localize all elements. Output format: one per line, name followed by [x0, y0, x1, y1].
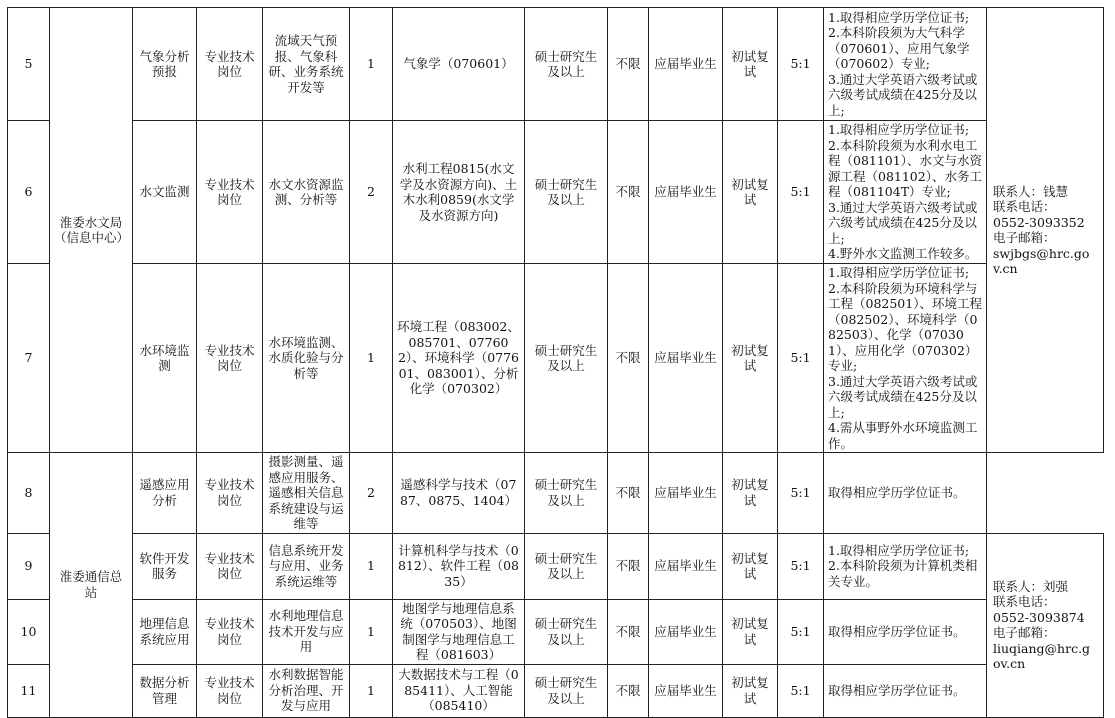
unlimited-cell: 不限: [608, 664, 649, 717]
contact-phone: 0552-3093874: [993, 609, 1085, 625]
requirement-item: 取得相应学历学位证书。: [828, 485, 966, 500]
requirement-item: 4.需从事野外水环境监测工作。: [828, 420, 978, 451]
unlimited-cell: 不限: [608, 121, 649, 264]
unlimited-cell: 不限: [608, 264, 649, 453]
headcount-cell: 1: [350, 8, 393, 121]
education-cell: 硕士研究生及以上: [525, 599, 608, 664]
table-row: [8, 121, 1104, 264]
unlimited-cell: 不限: [608, 533, 649, 599]
headcount-cell: 2: [350, 453, 393, 534]
contact-person: 联系人：刘强: [993, 578, 1069, 594]
unlimited-cell: 不限: [608, 8, 649, 121]
headcount-cell: 1: [350, 664, 393, 717]
requirement-item: 1.取得相应学历学位证书;: [828, 9, 970, 25]
unit-name-cell: 淮委通信总站: [50, 453, 133, 718]
contact-phone-label: 联系电话：: [993, 594, 1056, 609]
contact-email-label: 电子邮箱：: [993, 230, 1056, 245]
row-number-cell: 5: [8, 8, 50, 121]
requirements-cell: [824, 8, 987, 121]
major-cell: 遥感科学与技术（0787、0875、1404）: [393, 453, 525, 534]
table-row: [8, 664, 1104, 717]
table-row: [8, 453, 1104, 534]
row-number-cell: 7: [8, 264, 50, 453]
requirement-item: 4.野外水文监测工作较多。: [828, 246, 978, 262]
candidate-status-cell: 应届毕业生: [649, 264, 723, 453]
position-type-cell: 专业技术岗位: [197, 121, 263, 264]
row-number-cell: 10: [8, 599, 50, 664]
position-name-cell: 地理信息系统应用: [133, 599, 197, 664]
row-number-cell: 8: [8, 453, 50, 534]
requirement-item: 2.本科阶段须为水利水电工程（081101）、水文与水资源工程（081102）、水务工程（081104T）专业;: [828, 137, 982, 200]
row-number-cell: 6: [8, 121, 50, 264]
duty-cell: 水文水资源监测、分析等: [263, 121, 350, 264]
table-row: [8, 533, 1104, 599]
duty-cell: 水环境监测、水质化验与分析等: [263, 264, 350, 453]
headcount-cell: 1: [350, 264, 393, 453]
recruitment-table: [7, 7, 1104, 718]
requirement-item: 取得相应学历学位证书。: [828, 682, 966, 698]
contact-email: swjbgs@hrc.gov.cn: [993, 245, 1090, 276]
position-name-cell: 数据分析管理: [133, 664, 197, 717]
position-name-cell: 气象分析预报: [133, 8, 197, 121]
duty-cell: 水利地理信息技术开发与应用: [263, 599, 350, 664]
row-number-cell: 11: [8, 664, 50, 717]
major-cell: 大数据技术与工程（085411）、人工智能（085410）: [393, 664, 525, 717]
duty-cell: 流域天气预报、气象科研、业务系统开发等: [263, 8, 350, 121]
unlimited-cell: 不限: [608, 453, 649, 534]
exam-method-cell: 初试复试: [723, 599, 778, 664]
major-cell: 环境工程（083002、085701、077602）、环境科学（077601、083001）、分析化学（070302）: [393, 264, 525, 453]
requirement-item: 取得相应学历学位证书。: [828, 623, 966, 639]
candidate-status-cell: 应届毕业生: [649, 8, 723, 121]
requirement-item: 3.通过大学英语六级考试或六级考试成绩在425分及以上;: [828, 71, 978, 118]
ratio-cell: 5:1: [778, 664, 824, 717]
headcount-cell: 1: [350, 533, 393, 599]
candidate-status-cell: 应届毕业生: [649, 533, 723, 599]
requirements-cell: [824, 264, 987, 453]
candidate-status-cell: 应届毕业生: [649, 121, 723, 264]
headcount-cell: 1: [350, 599, 393, 664]
requirement-item: 3.通过大学英语六级考试或六级考试成绩在425分及以上;: [828, 199, 978, 246]
requirements-cell: [824, 664, 987, 717]
unit-name-cell: 淮委水文局（信息中心）: [50, 8, 133, 453]
headcount-cell: 2: [350, 121, 393, 264]
contact-phone: 0552-3093352: [993, 214, 1085, 230]
ratio-cell: 5:1: [778, 8, 824, 121]
ratio-cell: 5:1: [778, 453, 824, 534]
ratio-cell: 5:1: [778, 533, 824, 599]
row-number-cell: 9: [8, 533, 50, 599]
table-row: [8, 264, 1104, 453]
position-name-cell: 软件开发服务: [133, 533, 197, 599]
ratio-cell: 5:1: [778, 121, 824, 264]
exam-method-cell: 初试复试: [723, 264, 778, 453]
exam-method-cell: 初试复试: [723, 664, 778, 717]
contact-email: liuqiang@hrc.gov.cn: [993, 640, 1091, 671]
requirement-item: 1.取得相应学历学位证书;: [828, 265, 970, 280]
education-cell: 硕士研究生及以上: [525, 121, 608, 264]
education-cell: 硕士研究生及以上: [525, 264, 608, 453]
position-name-cell: 遥感应用分析: [133, 453, 197, 534]
exam-method-cell: 初试复试: [723, 533, 778, 599]
candidate-status-cell: 应届毕业生: [649, 453, 723, 534]
requirement-item: 3.通过大学英语六级考试或六级考试成绩在425分及以上;: [828, 373, 978, 420]
duty-cell: 信息系统开发与应用、业务系统运维等: [263, 533, 350, 599]
exam-method-cell: 初试复试: [723, 121, 778, 264]
contact-cell: [987, 8, 1104, 453]
position-type-cell: 专业技术岗位: [197, 264, 263, 453]
requirements-cell: [824, 453, 987, 534]
ratio-cell: 5:1: [778, 264, 824, 453]
exam-method-cell: 初试复试: [723, 453, 778, 534]
duty-cell: 摄影测量、遥感应用服务、遥感相关信息系统建设与运维等: [263, 453, 350, 534]
position-type-cell: 专业技术岗位: [197, 453, 263, 534]
position-type-cell: 专业技术岗位: [197, 533, 263, 599]
position-type-cell: 专业技术岗位: [197, 599, 263, 664]
contact-person: 联系人：钱慧: [993, 183, 1069, 199]
requirements-cell: [824, 599, 987, 664]
table-row: [8, 599, 1104, 664]
position-name-cell: 水环境监测: [133, 264, 197, 453]
contact-cell: [987, 533, 1104, 717]
major-cell: 水利工程0815(水文学及水资源方向)、土木水利0859(水文学及水资源方向): [393, 121, 525, 264]
education-cell: 硕士研究生及以上: [525, 453, 608, 534]
position-type-cell: 专业技术岗位: [197, 664, 263, 717]
requirement-item: 1.取得相应学历学位证书;: [828, 122, 970, 138]
education-cell: 硕士研究生及以上: [525, 8, 608, 121]
position-type-cell: 专业技术岗位: [197, 8, 263, 121]
requirements-cell: [824, 121, 987, 264]
requirement-item: 2.本科阶段须为大气科学（070601）、应用气象学（070602）专业;: [828, 25, 970, 72]
major-cell: 气象学（070601）: [393, 8, 525, 121]
requirement-item: 2.本科阶段须为计算机类相关专业。: [828, 558, 978, 589]
ratio-cell: 5:1: [778, 599, 824, 664]
exam-method-cell: 初试复试: [723, 8, 778, 121]
major-cell: 地图学与地理信息系统（070503）、地图制图学与地理信息工程（081603）: [393, 599, 525, 664]
requirement-item: 1.取得相应学历学位证书;: [828, 542, 970, 558]
requirements-cell: [824, 533, 987, 599]
candidate-status-cell: 应届毕业生: [649, 664, 723, 717]
requirement-item: 2.本科阶段须为环境科学与工程（082501）、环境工程（082502）、环境科学（082503）、化学（070301）、应用化学（070302）专业;: [828, 280, 982, 373]
major-cell: 计算机科学与技术（0812）、软件工程（0835）: [393, 533, 525, 599]
position-name-cell: 水文监测: [133, 121, 197, 264]
education-cell: 硕士研究生及以上: [525, 533, 608, 599]
contact-phone-label: 联系电话：: [993, 199, 1056, 214]
unlimited-cell: 不限: [608, 599, 649, 664]
duty-cell: 水利数据智能分析治理、开发与应用: [263, 664, 350, 717]
table-row: [8, 8, 1104, 121]
contact-email-label: 电子邮箱：: [993, 625, 1056, 640]
education-cell: 硕士研究生及以上: [525, 664, 608, 717]
candidate-status-cell: 应届毕业生: [649, 599, 723, 664]
